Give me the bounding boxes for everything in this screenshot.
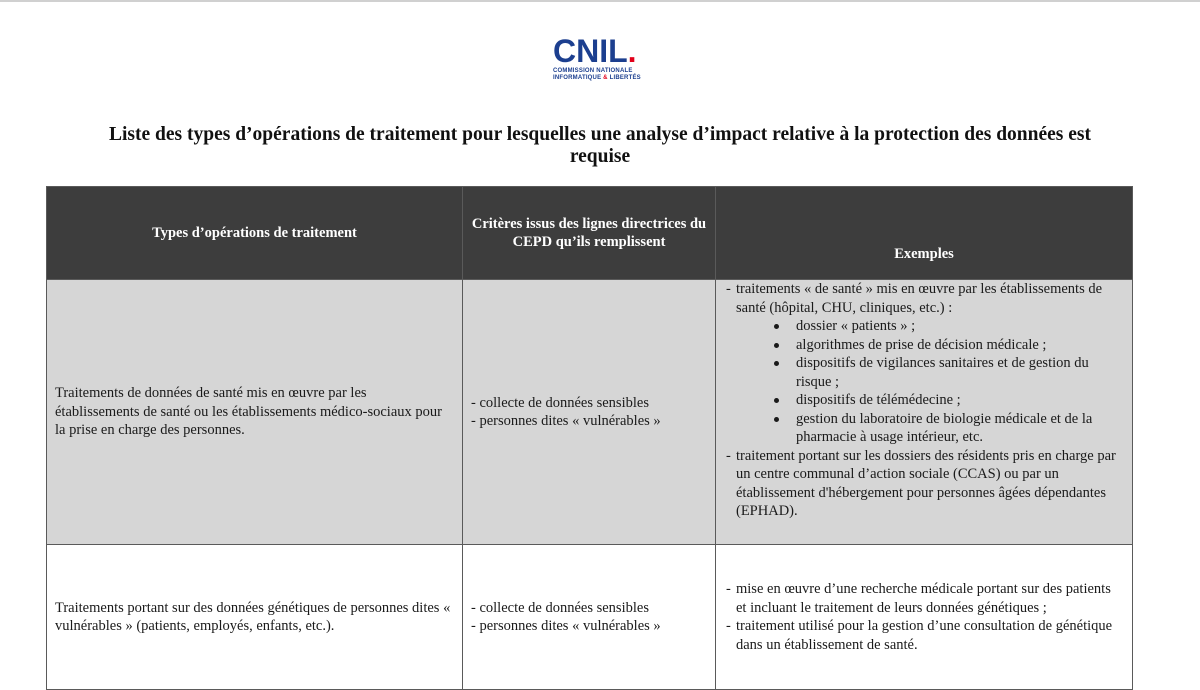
bullet-item: gestion du laboratoire de biologie médicale et de la pharmacie à usage intérieur, etc.	[786, 410, 1124, 447]
cnil-logo	[553, 33, 653, 82]
logo-subtitle: COMMISSION NATIONALE INFORMATIQUE & LIBERTÉS	[553, 68, 641, 81]
bullet-item: dossier « patients » ;	[786, 317, 1124, 336]
example-item: - traitements « de santé » mis en œuvre par les établissements de santé (hôpital, CHU, cliniques, etc.) :	[726, 280, 1124, 317]
example-item: - mise en œuvre d’une recherche médicale portant sur des patients et incluant le traitement de leurs données génétiques ;	[726, 580, 1124, 617]
document-title: Liste des types d’opérations de traitement pour lesquelles une analyse d’impact relative à la protection des données est requise	[109, 124, 1091, 167]
header-types: Types d’opérations de traitement	[47, 187, 463, 280]
bullet-item: dispositifs de vigilances sanitaires et de gestion du risque ;	[786, 354, 1124, 391]
criteria-cell	[463, 545, 716, 690]
criteria-item: - personnes dites « vulnérables »	[471, 413, 661, 429]
header-criteria: Critères issus des lignes directrices du CEPD qu’ils remplissent	[463, 187, 716, 280]
example-bullet-list	[726, 317, 1124, 447]
dpia-table	[46, 186, 1133, 690]
examples-cell	[716, 545, 1133, 690]
criteria-cell	[463, 280, 716, 545]
criteria-item: - collecte de données sensibles	[471, 599, 649, 616]
criteria-item: - collecte de données sensibles	[471, 394, 649, 411]
table-row	[47, 280, 1133, 545]
table-row	[47, 545, 1133, 690]
logo-wordmark: CNIL.	[553, 33, 637, 69]
top-border	[0, 0, 1200, 2]
bullet-item: algorithmes de prise de décision médicale ;	[786, 336, 1124, 355]
table-header-row	[47, 187, 1133, 280]
type-cell: Traitements de données de santé mis en œuvre par les établissements de santé ou les établissements médico-sociaux pour la prise en charge des personnes.	[47, 280, 463, 545]
example-item: - traitement utilisé pour la gestion d’une consultation de génétique dans un établissement de santé.	[726, 617, 1124, 654]
example-item: - traitement portant sur les dossiers des résidents pris en charge par un centre communal d’action sociale (CCAS) ou par un établissement d'hébergement pour personnes âgées dépendantes (EPHAD).	[726, 447, 1124, 521]
examples-cell	[716, 280, 1133, 545]
type-cell: Traitements portant sur des données génétiques de personnes dites « vulnérables » (patients, employés, enfants, etc.).	[47, 545, 463, 690]
criteria-item: - personnes dites « vulnérables »	[471, 618, 661, 634]
bullet-item: dispositifs de télémédecine ;	[786, 391, 1124, 410]
header-examples: Exemples	[716, 187, 1133, 280]
